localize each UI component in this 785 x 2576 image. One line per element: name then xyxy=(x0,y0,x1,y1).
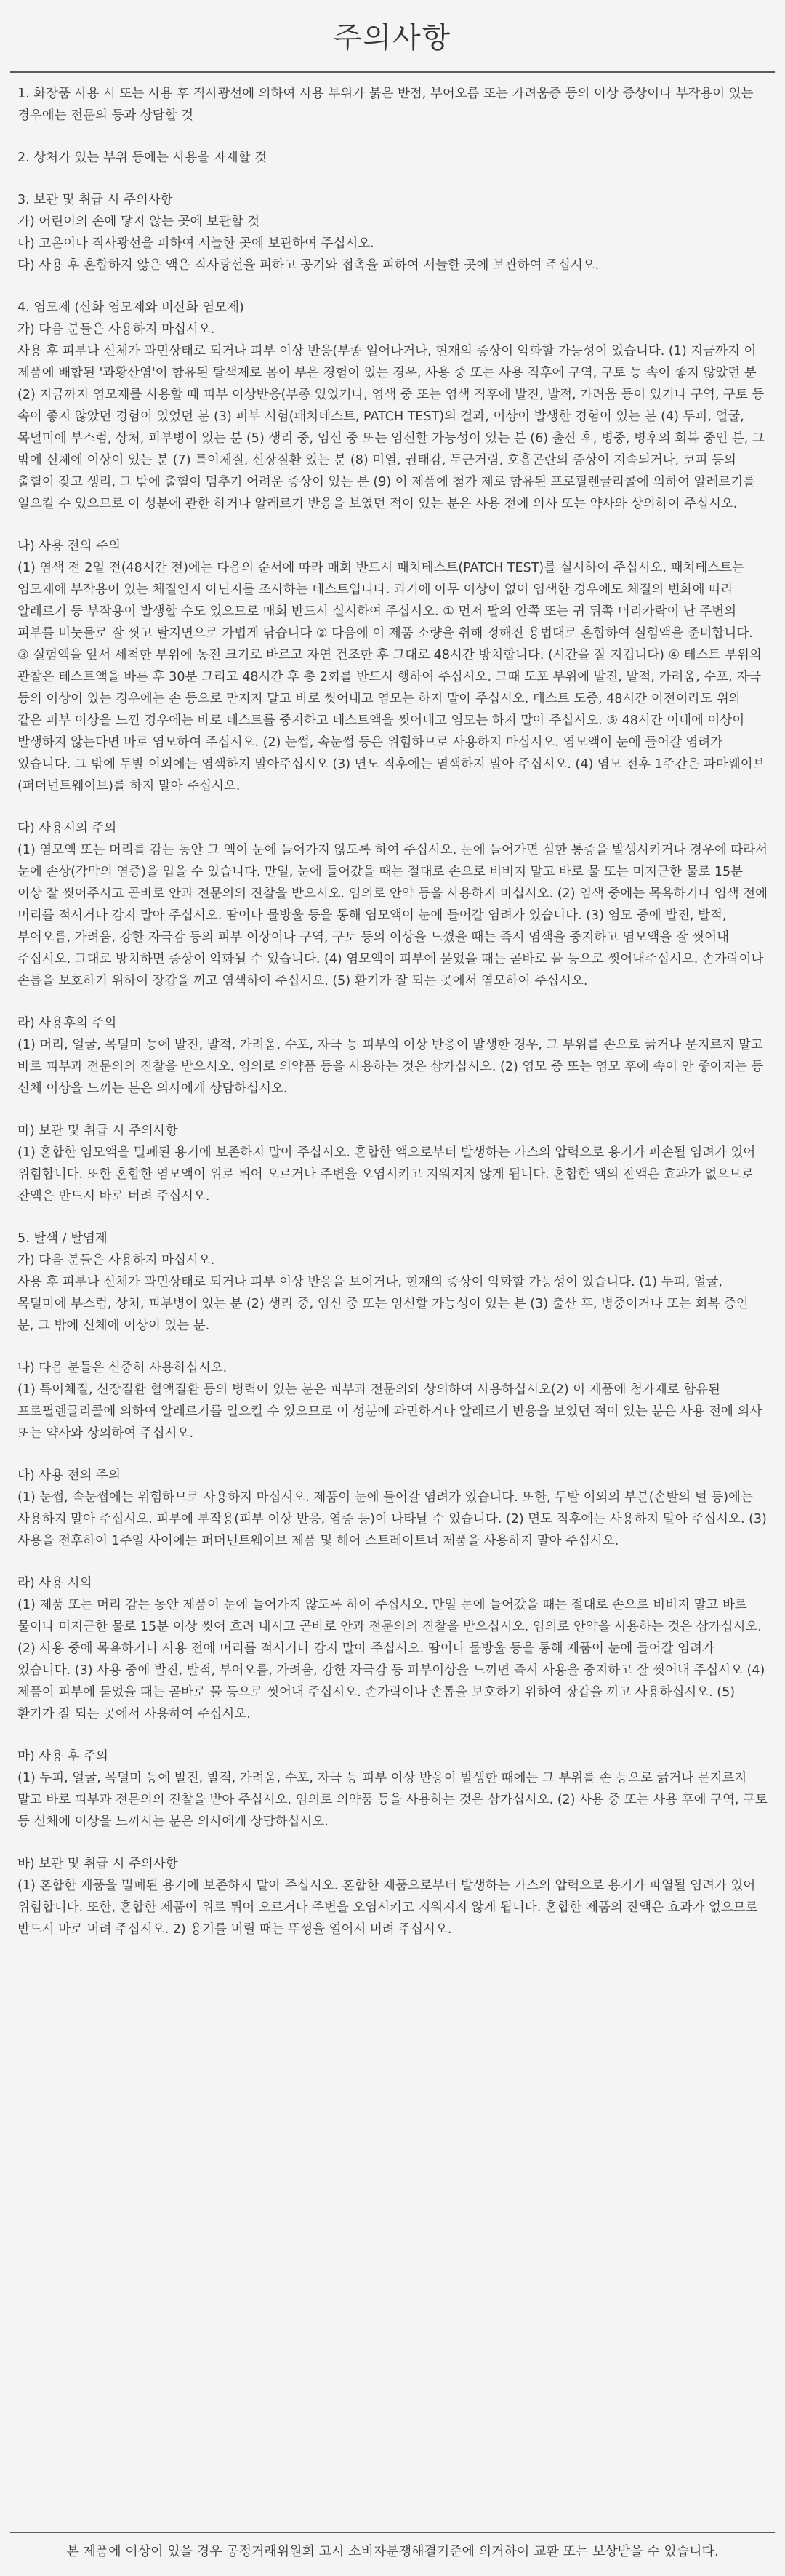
section-heading: 나) 다음 분들은 신중히 사용하십시오. xyxy=(17,1361,228,1375)
section-heading: 라) 사용 시의 xyxy=(17,1576,92,1591)
section-text: 다) 사용 후 혼합하지 않은 액은 직사광선을 피하고 공기와 접촉을 피하여 서늘한 곳에 보관하여 주십시오. xyxy=(17,258,600,273)
section-text: 가) 어린이의 손에 닿지 않는 곳에 보관할 것 xyxy=(17,215,260,229)
section-heading: 다) 사용시의 주의 xyxy=(17,821,117,836)
section-heading: 2. 상처가 있는 부위 등에는 사용을 자제할 것 xyxy=(17,151,267,165)
page-title: 주의사항 xyxy=(333,21,452,55)
section-text: 가) 다음 분들은 사용하지 마십시오. xyxy=(17,1253,215,1268)
notice-section xyxy=(17,1465,768,1552)
section-text: (1) 혼합한 염모액을 밀폐된 용기에 보존하지 말아 주십시오. 혼합한 액으로부터 발생하는 가스의 압력으로 용기가 파손될 염려가 있어 위험합니다. 또한 혼합한 염모액이 위로 튀어 오르거나 주변을 오염시키고 지워지지 않게 됩니다. 혼합한 액의 잔액은 효과가 없으므로 잔액은 반드시 바로 버려 주십시오. xyxy=(17,1145,756,1204)
section-heading: 4. 염모제 (산화 염모제와 비산화 염모제) xyxy=(17,300,244,315)
bottom-divider xyxy=(10,2532,775,2533)
section-text: (1) 염색 전 2일 전(48시간 전)에는 다음의 순서에 따라 매회 반드시 패치테스트(PATCH TEST)를 실시하여 주십시오. 패치테스트는 염모제에 부작용이 있는 체질인지 아닌지를 조사하는 테스트입니다. 과거에 아무 이상이 없이 염색한 경우에도 체질의 변화에 따라 알레르기 등 부작용이 발생할 수도 있으므로 매회 반드시 실시하여 주십시오. ① 먼저 팔의 안쪽 또는 귀 뒤쪽 머리카락이 난 주변의 피부를 비눗물로 잘 씻고 탈지면으로 가볍게 닦습니다 ② 다음에 이 제품 소량을 취해 정해진 용법대로 혼합하여 실험액을 준비합니다. ③ 실험액을 앞서 세척한 부위에 동전 크기로 바르고 자연 건조한 후 그대로 48시간 방치합니다. (시간을 잘 지킵니다) ④ 테스트 부위의 관찰은 테스트액을 바른 후 30분 그리고 48시간 후 총 2회를 반드시 행하여 주십시오. 그때 도포 부위에 발진, 발적, 가려움, 수포, 자극 등의 이상이 있는 경우에는 손 등으로 만지지 말고 바로 씻어내고 염모는 하지 말아 주십시오. 테스트 도중, 48시간 이전이라도 위와 같은 피부 이상을 느낀 경우에는 바로 테스트를 중지하고 테스트액을 씻어내고 염모는 하지 말아 주십시오. ⑤ 48시간 이내에 이상이 발생하지 않는다면 바로 염모하여 주십시오. (2) 눈썹, 속눈썹 등은 위험하므로 사용하지 마십시오. 염모액이 눈에 들어갈 염려가 있습니다. 그 밖에 두발 이외에는 염색하지 말아주십시오 (3) 면도 직후에는 염색하지 말아 주십시오. (4) 염모 전후 1주간은 파마웨이브(퍼머넌트웨이브)를 하지 말아 주십시오. xyxy=(17,561,765,793)
section-text: 사용 후 피부나 신체가 과민상태로 되거나 피부 이상 반응을 보이거나, 현재의 증상이 악화할 가능성이 있습니다. (1) 두피, 얼굴, 목덜미에 부스럼, 상처, 피부병이 있는 분 (2) 생리 중, 임신 중 또는 임신할 가능성이 있는 분 (3) 출산 후, 병중이거나 또는 회복 중인 분, 그 밖에 신체에 이상이 있는 분. xyxy=(17,1275,749,1333)
notice-section xyxy=(17,1572,768,1725)
section-heading: 라) 사용후의 주의 xyxy=(17,1016,117,1031)
section-heading: 5. 탈색 / 탈염제 xyxy=(17,1231,108,1246)
section-text: 사용 후 피부나 신체가 과민상태로 되거나 피부 이상 반응(부종 일어나거나, 현재의 증상이 악화할 가능성이 있습니다. (1) 지금까지 이 제품에 배합된 '과황산염'이 함유된 탈색제로 몸이 부은 경험이 있는 경우, 사용 중 또는 사용 직후에 구역, 구토 등 속이 좋지 않았던 분 (2) 지금까지 염모제를 사용할 때 피부 이상반응(부종 있었거나, 염색 중 또는 염색 직후에 발진, 발적, 가려움 등이 있거나 구역, 구토 등 속이 좋지 않았던 경험이 있었던 분 (3) 피부 시험(패치테스트, PATCH TEST)의 결과, 이상이 발생한 경험이 있는 분 (4) 두피, 얼굴, 목덜미에 부스럼, 상처, 피부병이 있는 분 (5) 생리 중, 임신 중 또는 임신할 가능성이 있는 분 (6) 출산 후, 병중, 병후의 회복 중인 분, 그 밖에 신체에 이상이 있는 분 (7) 특이체질, 신장질환 있는 분 (8) 미열, 권태감, 두근거림, 호흡곤란의 증상이 지속되거나, 코피 등의 출혈이 잦고 생리, 그 밖에 출혈이 멈추기 어려운 증상이 있는 분 (9) 이 제품에 첨가 제로 함유된 프로필렌글리콜에 의하여 알레르기를 일으킬 수 있으므로 이 성분에 관한 하거나 알레르기 반응을 보였던 적이 있는 분은 사용 전에 의사 또는 약사와 상의하여 주십시오. xyxy=(17,344,765,511)
notice-section xyxy=(17,147,768,169)
section-text: 나) 고온이나 직사광선을 피하여 서늘한 곳에 보관하여 주십시오. xyxy=(17,236,374,251)
section-heading: 다) 사용 전의 주의 xyxy=(17,1468,121,1483)
section-text: (1) 제품 또는 머리 감는 동안 제품이 눈에 들어가지 않도록 하여 주십시오. 만일 눈에 들어갔을 때는 절대로 손으로 비비지 말고 바로 물이나 미지근한 물로 15분 이상 씻어 흐려 내시고 곧바로 안과 전문의의 진찰을 받으십시오. 임의로 안약을 사용하는 것은 삼가십시오. (2) 사용 중에 목욕하거나 사용 전에 머리를 적시거나 감지 말아 주십시오. 땀이나 물방울 등을 통해 제품이 눈에 들어갈 염려가 있습니다. (3) 사용 중에 발진, 발적, 부어오름, 가려움, 강한 자극감 등 피부이상을 느끼면 즉시 사용을 중지하고 잘 씻어내 주십시오 (4) 제품이 피부에 묻었을 때는 곧바로 물 등으로 씻어내 주십시오. 손가락이나 손톱을 보호하기 위하여 장갑을 끼고 사용하십시오. (5) 환기가 잘 되는 곳에서 사용하여 주십시오. xyxy=(17,1598,765,1721)
section-heading: 마) 보관 및 취급 시 주의사항 xyxy=(17,1124,178,1138)
notice-section xyxy=(17,189,768,276)
notice-section xyxy=(17,1853,768,1940)
notice-section xyxy=(17,1228,768,1337)
section-heading: 나) 사용 전의 주의 xyxy=(17,539,121,553)
notice-section xyxy=(17,1120,768,1207)
section-text: (1) 두피, 얼굴, 목덜미 등에 발진, 발적, 가려움, 수포, 자극 등 피부 이상 반응이 발생한 때에는 그 부위를 손 등으로 긁거나 문지르지 말고 바로 피부과 전문의의 진찰을 받아 주십시오. 임의로 의약품 등을 사용하는 것은 삼가십시오. (2) 사용 중 또는 사용 후에 구역, 구토 등 신체에 이상을 느끼시는 분은 의사에게 상담하십시오. xyxy=(17,1771,768,1829)
section-text: (1) 눈썹, 속눈썹에는 위험하므로 사용하지 마십시오. 제품이 눈에 들어갈 염려가 있습니다. 또한, 두발 이외의 부분(손발의 털 등)에는 사용하지 말아 주십시오. 피부에 부작용(피부 이상 반응, 염증 등)이 나타날 수 있습니다. (2) 면도 직후에는 사용하지 말아 주십시오. (3) 사용을 전후하여 1주일 사이에는 퍼머넌트웨이브 제품 및 헤어 스트레이트너 제품을 사용하지 말아 주십시오. xyxy=(17,1490,767,1548)
notice-content xyxy=(17,83,768,1961)
top-divider xyxy=(10,71,775,73)
footer-notice: 본 제품에 이상이 있을 경우 공정거래위원회 고시 소비자분쟁해결기준에 의거하여 교환 또는 보상받을 수 있습니다. xyxy=(66,2544,719,2559)
section-text: (1) 특이체질, 신장질환 혈액질환 등의 병력이 있는 분은 피부과 전문의와 상의하여 사용하십시오(2) 이 제품에 첨가제로 함유된 프로필렌글리콜에 의하여 알레르기를 일으킬 수 있으므로 이 성분에 과민하거나 알레르기 반응을 보였던 적이 있는 분은 사용 전에 의사 또는 약사와 상의하여 주십시오. xyxy=(17,1383,762,1441)
notice-section xyxy=(17,535,768,797)
notice-section xyxy=(17,1012,768,1100)
section-heading: 마) 사용 후 주의 xyxy=(17,1749,108,1764)
section-heading: 바) 보관 및 취급 시 주의사항 xyxy=(17,1857,178,1871)
section-text: (1) 염모액 또는 머리를 감는 동안 그 액이 눈에 들어가지 않도록 하여 주십시오. 눈에 들어가면 심한 통증을 발생시키거나 경우에 따라서 눈에 손상(각막의 염증)을 입을 수 있습니다. 만일, 눈에 들어갔을 때는 절대로 손으로 비비지 말고 바로 물 또는 미지근한 물로 15분 이상 잘 씻어주시고 곧바로 안과 전문의의 진찰을 받으시오. 임의로 안약 등을 사용하지 마십시오. (2) 염색 중에는 목욕하거나 염색 전에 머리를 적시거나 감지 말아 주십시오. 땀이나 물방울 등을 통해 염모액이 눈에 들어갈 염려가 있습니다. (3) 염모 중에 발진, 발적, 부어오름, 가려움, 강한 자극감 등의 피부 이상이나 구역, 구토 등의 이상을 느꼈을 때는 즉시 염색을 중지하고 염모액을 잘 씻어내 주십시오. 그대로 방치하면 증상이 악화될 수 있습니다. (4) 염모액이 피부에 묻었을 때는 곧바로 물 등으로 씻어내주십시오. 손가락이나 손톱을 보호하기 위하여 장갑을 끼고 염색하여 주십시오. (5) 환기가 잘 되는 곳에서 염모하여 주십시오. xyxy=(17,843,768,988)
section-text: (1) 머리, 얼굴, 목덜미 등에 발진, 발적, 가려움, 수포, 자극 등 피부의 이상 반응이 발생한 경우, 그 부위를 손으로 긁거나 문지르지 말고 바로 피부과 전문의의 진찰을 받으시오. 임의로 의약품 등을 사용하는 것은 삼가십시오. (2) 염모 중 또는 염모 후에 속이 안 좋아지는 등 신체 이상을 느끼는 분은 의사에게 상담하십시오. xyxy=(17,1038,764,1096)
section-heading: 1. 화장품 사용 시 또는 사용 후 직사광선에 의하여 사용 부위가 붉은 반점, 부어오름 또는 가려움증 등의 이상 증상이나 부작용이 있는 경우에는 전문의 등과 상담할 것 xyxy=(17,87,754,123)
section-text: 가) 다음 분들은 사용하지 마십시오. xyxy=(17,322,215,337)
notice-section xyxy=(17,297,768,515)
section-heading: 3. 보관 및 취급 시 주의사항 xyxy=(17,193,173,207)
notice-section xyxy=(17,1357,768,1444)
notice-section xyxy=(17,817,768,992)
notice-section xyxy=(17,1745,768,1833)
notice-section xyxy=(17,83,768,127)
section-text: (1) 혼합한 제품을 밀폐된 용기에 보존하지 말아 주십시오. 혼합한 제품으로부터 발생하는 가스의 압력으로 용기가 파열될 염려가 있어 위험합니다. 또한, 혼합한 제품이 위로 튀어 오르거나 주변을 오염시키고 지워지지 않게 됩니다. 혼합한 제품의 잔액은 효과가 없으므로 반드시 바로 버려 주십시오. 2) 용기를 버릴 때는 뚜껑을 열어서 버려 주십시오. xyxy=(17,1879,758,1937)
